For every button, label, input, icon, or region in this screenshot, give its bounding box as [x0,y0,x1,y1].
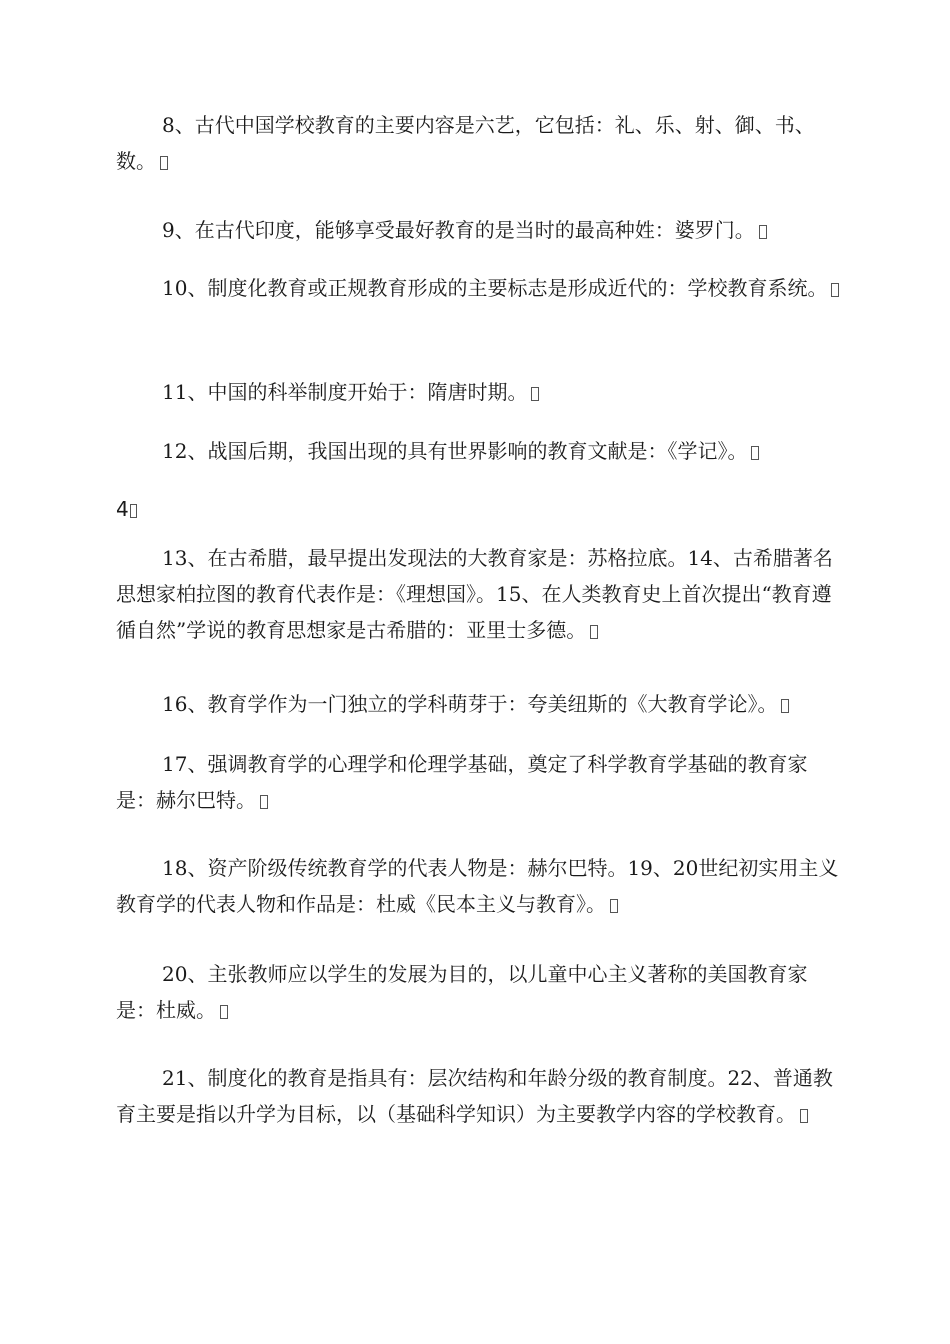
page-number-text: 4 [116,497,129,521]
paragraph-text: 11、中国的科举制度开始于：隋唐时期。 [162,380,528,404]
paragraph-text: 10、制度化教育或正规教育形成的主要标志是形成近代的：学校教育系统。 [162,276,828,300]
paragraph-16 [116,686,846,722]
paragraph-13 [116,540,846,648]
paragraph-mark-icon [160,156,168,170]
paragraph-mark-icon [531,387,539,401]
paragraph-text: 20、主张教师应以学生的发展为目的，以儿童中心主义著称的美国教育家是：杜威。 [116,962,808,1022]
paragraph-9 [116,212,846,248]
paragraph-text: 18、资产阶级传统教育学的代表人物是：赫尔巴特。19、20世纪初实用主义教育学的代表人物和作品是：杜威《民本主义与教育》。 [116,856,839,916]
paragraph-mark-icon [751,446,759,460]
paragraph-mark-icon [781,699,789,713]
paragraph-18 [116,850,846,922]
paragraph-text: 13、在古希腊，最早提出发现法的大教育家是：苏格拉底。14、古希腊著名思想家柏拉图的教育代表作是：《理想国》。15、在人类教育史上首次提出“教育遵循自然”学说的教育思想家是古希腊的：亚里士多德。 [116,546,833,642]
paragraph-12 [116,433,846,469]
paragraph-text: 8、古代中国学校教育的主要内容是六艺，它包括：礼、乐、射、御、书、数。 [116,113,815,173]
paragraph-mark-icon [260,795,268,809]
paragraph-20 [116,956,846,1028]
paragraph-21 [116,1060,846,1132]
paragraph-text: 21、制度化的教育是指具有：层次结构和年龄分级的教育制度。22、普通教育主要是指以升学为目标，以（基础科学知识）为主要教学内容的学校教育。 [116,1066,833,1126]
paragraph-text: 16、教育学作为一门独立的学科萌芽于：夸美纽斯的《大教育学论》。 [162,692,778,716]
paragraph-mark-icon [831,283,839,297]
paragraph-17 [116,746,846,818]
paragraph-mark-icon [590,625,598,639]
paragraph-mark-icon [610,899,618,913]
paragraph-10 [116,270,846,306]
paragraph-mark-icon [759,225,767,239]
paragraph-mark-icon [220,1005,228,1019]
paragraph-text: 9、在古代印度，能够享受最好教育的是当时的最高种姓：婆罗门。 [162,218,755,242]
paragraph-mark-icon [130,504,137,518]
paragraph-text: 12、战国后期，我国出现的具有世界影响的教育文献是：《学记》。 [162,439,748,463]
paragraph-11 [116,374,846,410]
page-number [116,495,137,523]
paragraph-8 [116,107,846,179]
paragraph-text: 17、强调教育学的心理学和伦理学基础，奠定了科学教育学基础的教育家是：赫尔巴特。 [116,752,808,812]
paragraph-mark-icon [800,1109,808,1123]
